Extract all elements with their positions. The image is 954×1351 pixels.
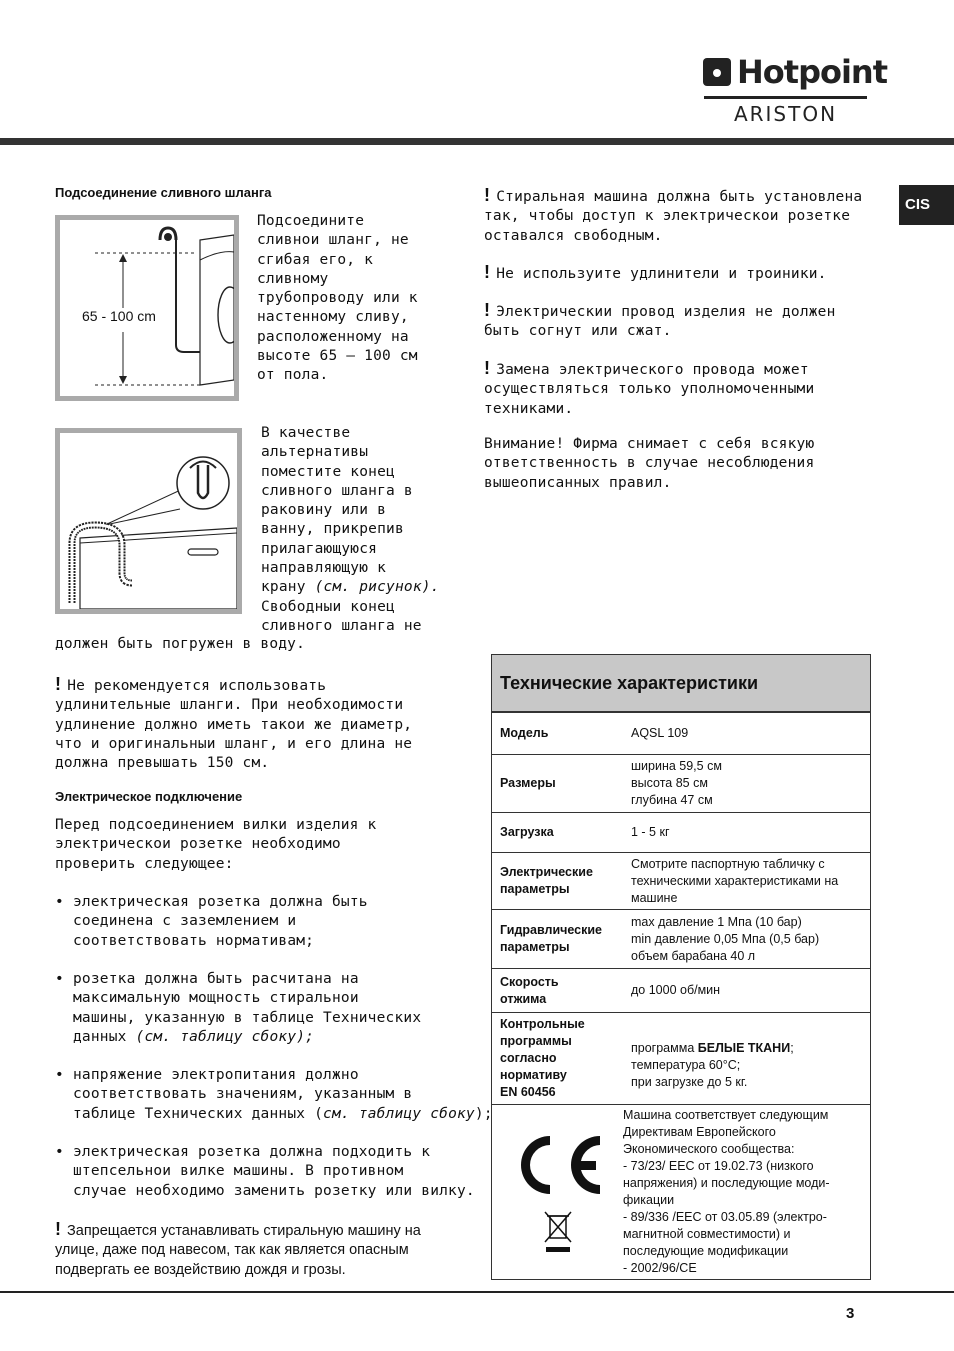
extension-warning xyxy=(55,674,412,773)
spec-value xyxy=(631,1013,870,1104)
electrical-heading: Электрическое подключение xyxy=(55,789,243,804)
bullet: • xyxy=(55,894,64,910)
spec-row xyxy=(492,853,870,910)
brand-divider xyxy=(704,96,867,99)
warning-replacement xyxy=(484,358,814,419)
spec-value-program: БЕЛЫЕ ТКАНИ xyxy=(697,1041,791,1055)
spec-value-c: ; температура 60°С; при загрузке до 5 кг. xyxy=(631,1041,794,1089)
liability-note: Внимание! Фирма снимает с себя всякую ответственность в случае несоблюдения вышеописанных правил. xyxy=(484,436,815,491)
check-item-text-b: ); xyxy=(474,1105,493,1122)
spec-value: Смотрите паспортную табличку с техническими характеристиками на машине xyxy=(631,856,839,905)
footer-rule xyxy=(0,1291,954,1293)
bullet: • xyxy=(55,1144,64,1160)
spec-key: Контрольные программы согласно нормативу EN 60456 xyxy=(500,1017,585,1099)
check-item-ref: см. таблицу сбоку xyxy=(323,1105,475,1122)
spec-row xyxy=(492,969,870,1013)
spec-key: Загрузка xyxy=(500,825,554,839)
warning-cable xyxy=(484,300,836,342)
warning-socket xyxy=(484,185,862,246)
spec-value: ширина 59,5 см высота 85 см глубина 47 см xyxy=(631,759,722,807)
spec-row xyxy=(492,755,870,813)
spec-value-a: программа xyxy=(631,1041,698,1055)
header-rule xyxy=(0,138,954,145)
brand-name: Hotpoint xyxy=(737,53,887,91)
warning-icon: ! xyxy=(484,358,491,378)
check-item xyxy=(55,970,421,1047)
check-item-text-a: напряжение электропитания должно соответствовать значениям, указанным в таблице Технических данных ( xyxy=(73,1067,413,1122)
ce-mark xyxy=(492,1105,623,1279)
outdoor-warning xyxy=(55,1219,440,1280)
spec-title: Технические характеристики xyxy=(492,655,870,713)
spec-key: Размеры xyxy=(500,776,556,790)
warning-icon: ! xyxy=(484,262,491,282)
bullet: • xyxy=(55,1067,64,1083)
alternative-text-end: должен быть погружен в воду. xyxy=(55,636,306,652)
brand-sub: ARISTON xyxy=(733,102,838,126)
weee-bin-icon xyxy=(541,1210,575,1254)
bullet: • xyxy=(55,971,64,987)
extension-warning-text: Не рекомендуется использовать удлинительные шланги. При необходимости удлинение должно иметь такои же диаметр, что и оригинальныи шланг, и его длина не должна превышать 150 см. xyxy=(55,678,413,772)
check-item-text xyxy=(73,970,421,1047)
spec-row xyxy=(492,713,870,755)
drain-height-figure xyxy=(55,215,239,401)
spec-key: Гидравлические параметры xyxy=(500,923,603,954)
spec-table xyxy=(491,654,871,1280)
warning-extension-text: Не используите удлинители и троиники. xyxy=(496,266,827,282)
check-item xyxy=(55,893,368,951)
check-item-ref: (см. таблицу сбоку); xyxy=(135,1028,315,1045)
warning-icon: ! xyxy=(55,1219,61,1239)
check-item xyxy=(55,1143,475,1201)
spec-value: до 1000 об/мин xyxy=(631,983,721,997)
sink-illustration xyxy=(60,433,237,609)
check-item xyxy=(55,1066,493,1124)
drain-text: Подсоедините сливнои шланг, не сгибая его, к сливному трубопроводу или к настенному сливу, расположенному на высоте 65 – 100 см от пола. xyxy=(257,213,418,384)
spec-key: Электрические параметры xyxy=(500,865,593,896)
drain-heading: Подсоединение сливного шланга xyxy=(55,185,272,200)
language-tab: CIS xyxy=(899,185,954,225)
ce-icon xyxy=(512,1130,604,1200)
spec-key: Модель xyxy=(500,726,549,740)
spec-row xyxy=(492,1105,870,1279)
outdoor-warning-text: Запрещается устанавливать стиральную машину на улице, даже под навесом, так как является опасным подвергать ее воздействию дождя и грозы. xyxy=(55,1223,421,1278)
sink-figure xyxy=(55,428,242,614)
check-item-text-a: розетка должна быть расчитана на максимальную мощность стиральнои машины, указанную в таблице Технических данных xyxy=(73,971,422,1045)
warning-icon: ! xyxy=(484,300,491,320)
spec-value: max давление 1 Мпа (10 бар) min давление 0,05 Мпа (0,5 бар) объем барабана 40 л xyxy=(631,914,820,963)
alt-text-ref: (см. рисунок). xyxy=(314,579,440,596)
check-item-text: электрическая розетка должна быть соединена с заземлением и соответствовать нормативам; xyxy=(73,894,368,949)
alt-text-a: В качестве альтернативы поместите конец сливного шланга в раковину или в ванну, прикрепив прилагающуюся направляющую к крану xyxy=(261,425,413,596)
brand-mark-icon xyxy=(703,58,731,86)
spec-row xyxy=(492,813,870,853)
warning-extension xyxy=(484,262,827,284)
check-item-text: электрическая розетка должна подходить к штепсельнои вилке машины. В противном случае необходимо заменить розетку или вилку. xyxy=(73,1144,475,1199)
spec-row xyxy=(492,1013,870,1105)
electrical-intro: Перед подсоединением вилки изделия к электрическои розетке необходимо проверить следующее: xyxy=(55,817,377,872)
spec-value: 1 - 5 кг xyxy=(631,825,670,839)
warning-cable-text: Электрическии провод изделия не должен быть согнут или сжат. xyxy=(484,304,836,340)
alt-text-b: Свободныи конец сливного шланга не xyxy=(261,598,422,634)
warning-replacement-text: Замена электрического провода может осуществляться только уполномоченными техниками. xyxy=(484,362,815,417)
spec-value: Машина соответствует следующим Директивам Европейского Экономического сообщества: - 73/23/ EEC от 19.02.73 (низкого напряжения) и последующие моди- фикации - 89/336 /EEC от 03.05.89 (электро- магнитной совместимости) и последующие модификации - 2002/96/CE xyxy=(623,1108,830,1275)
check-item-text xyxy=(73,1066,493,1124)
page-number: 3 xyxy=(846,1305,855,1322)
warning-socket-text: Стиральная машина должна быть установлена так, чтобы доступ к электрическои розетке оставался свободным. xyxy=(484,189,863,244)
warning-icon: ! xyxy=(55,674,62,694)
height-label: 65 - 100 cm xyxy=(82,308,156,324)
warning-icon: ! xyxy=(484,185,491,205)
spec-value: AQSL 109 xyxy=(631,726,689,740)
alternative-text xyxy=(261,424,440,636)
spec-key: Скорость отжима xyxy=(500,974,559,1006)
hotpoint-logo xyxy=(703,52,887,94)
spec-row xyxy=(492,910,870,969)
